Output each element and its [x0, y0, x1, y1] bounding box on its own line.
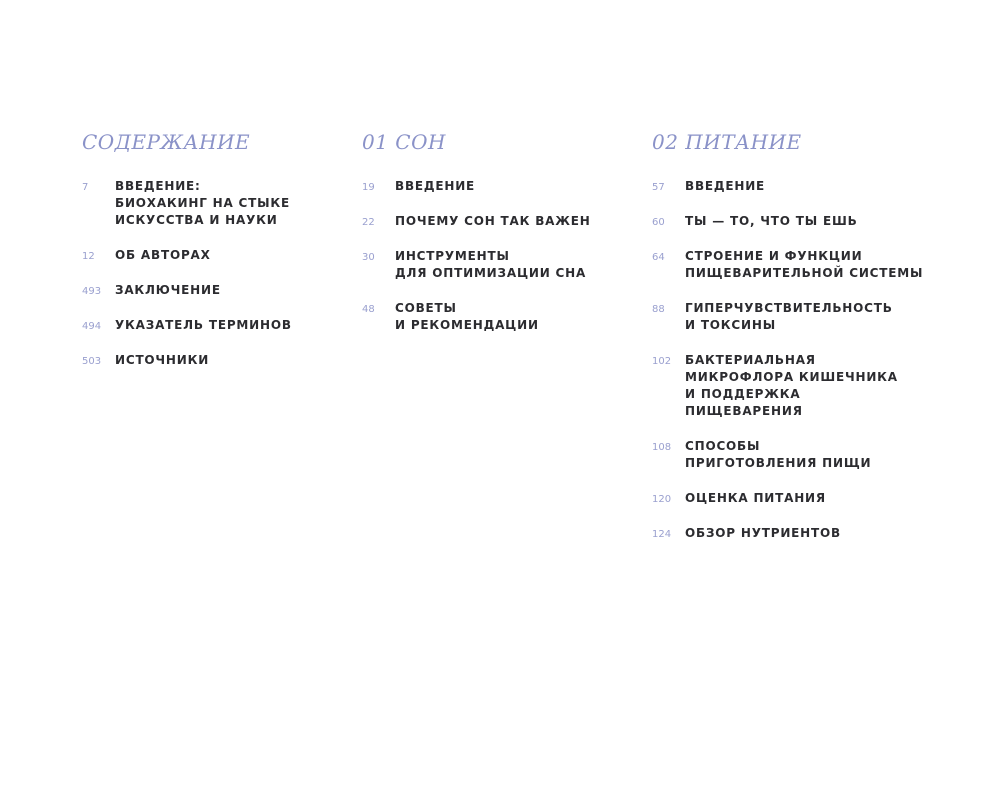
- entry-title: СТРОЕНИЕ И ФУНКЦИИ ПИЩЕВАРИТЕЛЬНОЙ СИСТЕМЫ: [685, 249, 924, 280]
- toc-column-nutrition: [652, 128, 923, 560]
- page-number: 120: [652, 494, 672, 505]
- entry-title: ВВЕДЕНИЕ: [685, 179, 766, 193]
- toc-entry[interactable]: [82, 178, 292, 229]
- page-number: 30: [362, 252, 375, 263]
- entry-title: ОЦЕНКА ПИТАНИЯ: [685, 491, 826, 505]
- page-number: 503: [82, 356, 102, 367]
- entry-title: СОВЕТЫ И РЕКОМЕНДАЦИИ: [395, 301, 539, 332]
- page-number: 57: [652, 182, 665, 193]
- page-number: 48: [362, 304, 375, 315]
- toc-entry[interactable]: [362, 248, 591, 282]
- page-number: 124: [652, 529, 672, 540]
- entry-title: ПОЧЕМУ СОН ТАК ВАЖЕН: [395, 214, 591, 228]
- entry-title: ЗАКЛЮЧЕНИЕ: [115, 283, 221, 297]
- page-number: 88: [652, 304, 665, 315]
- toc-entry[interactable]: [82, 352, 292, 369]
- toc-entry[interactable]: [82, 282, 292, 299]
- toc-entry[interactable]: [362, 300, 591, 334]
- section-heading: 02 ПИТАНИЕ: [652, 130, 802, 154]
- toc-entry[interactable]: [652, 438, 923, 472]
- toc-entry[interactable]: [82, 247, 292, 264]
- toc-entry[interactable]: [652, 490, 923, 507]
- entry-title: ИНСТРУМЕНТЫ ДЛЯ ОПТИМИЗАЦИИ СНА: [395, 249, 587, 280]
- entry-title: ГИПЕРЧУВСТВИТЕЛЬНОСТЬ И ТОКСИНЫ: [685, 301, 893, 332]
- entry-title: СПОСОБЫ ПРИГОТОВЛЕНИЯ ПИЩИ: [685, 439, 872, 470]
- page-number: 19: [362, 182, 375, 193]
- entry-title: ВВЕДЕНИЕ: [395, 179, 476, 193]
- section-heading: 01 СОН: [362, 130, 446, 154]
- page-number: 22: [362, 217, 375, 228]
- toc-column-sleep: [362, 128, 591, 352]
- toc-entry[interactable]: [652, 248, 923, 282]
- page-number: 102: [652, 356, 672, 367]
- page-number: 493: [82, 286, 102, 297]
- toc-entry[interactable]: [652, 352, 923, 420]
- page-number: 12: [82, 251, 95, 262]
- toc-entry[interactable]: [362, 178, 591, 195]
- section-heading: СОДЕРЖАНИЕ: [82, 130, 251, 154]
- toc-entry[interactable]: [652, 178, 923, 195]
- entry-title: ТЫ — ТО, ЧТО ТЫ ЕШЬ: [685, 214, 858, 228]
- toc-column-contents: [82, 128, 292, 387]
- page-number: 60: [652, 217, 665, 228]
- entry-title: БАКТЕРИАЛЬНАЯ МИКРОФЛОРА КИШЕЧНИКА И ПОДДЕРЖКА ПИЩЕВАРЕНИЯ: [685, 353, 898, 418]
- entry-title: ВВЕДЕНИЕ: БИОХАКИНГ НА СТЫКЕ ИСКУССТВА И НАУКИ: [115, 179, 290, 227]
- entry-title: ИСТОЧНИКИ: [115, 353, 210, 367]
- page-number: 108: [652, 442, 672, 453]
- toc-entry[interactable]: [362, 213, 591, 230]
- toc-entry[interactable]: [82, 317, 292, 334]
- entry-title: УКАЗАТЕЛЬ ТЕРМИНОВ: [115, 318, 292, 332]
- page-number: 64: [652, 252, 665, 263]
- page-number: 494: [82, 321, 102, 332]
- toc-entry[interactable]: [652, 213, 923, 230]
- toc-entry[interactable]: [652, 525, 923, 542]
- entry-title: ОБЗОР НУТРИЕНТОВ: [685, 526, 841, 540]
- toc-entry[interactable]: [652, 300, 923, 334]
- page-number: 7: [82, 182, 89, 193]
- entry-title: ОБ АВТОРАХ: [115, 248, 211, 262]
